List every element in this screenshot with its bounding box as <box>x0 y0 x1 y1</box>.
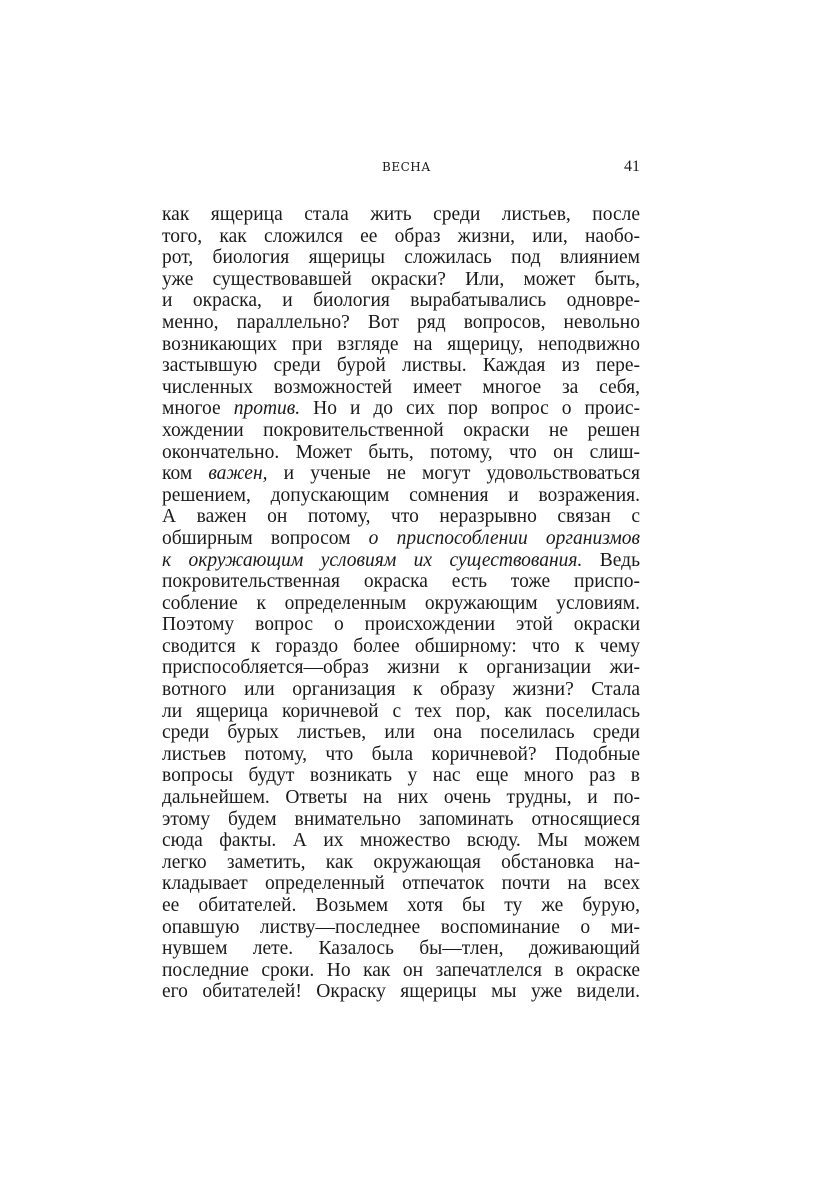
text-line <box>162 528 640 550</box>
text-line: окончательно. Может быть, потому, что он слиш- <box>162 441 640 463</box>
text-fragment: многое <box>162 398 234 420</box>
text-line <box>162 463 640 485</box>
text-fragment: обширным вопросом <box>162 527 369 549</box>
text-line: последние сроки. Но как он запечатлелся в окраске <box>162 959 640 981</box>
page-number: 41 <box>624 158 640 175</box>
text-line: покровительственная окраска есть тоже приспо- <box>162 571 640 593</box>
text-line: А важен он потому, что неразрывно связан с <box>162 506 640 528</box>
text-line: менно, параллельно? Вот ряд вопросов, невольно <box>162 311 640 333</box>
text-line: среди бурых листьев, или она поселилась среди <box>162 722 640 744</box>
text-line: и окраска, и биология вырабатывались одновре- <box>162 290 640 312</box>
text-line: его обитателей! Окраску ящерицы мы уже видели. <box>162 981 640 1003</box>
text-line: возникающих при взгляде на ящерицу, неподвижно <box>162 333 640 355</box>
text-line: легко заметить, как окружающая обстановка на- <box>162 851 640 873</box>
text-line: кладывает определенный отпечаток почти на всех <box>162 873 640 895</box>
text-line: вопросы будут возникать у нас еще много раз в <box>162 765 640 787</box>
emphasis-text: важен, <box>208 463 268 485</box>
text-line: хождении покровительственной окраски не решен <box>162 419 640 441</box>
text-line: листьев потому, что была коричневой? Подобные <box>162 743 640 765</box>
text-line: как ящерица стала жить среди листьев, после <box>162 204 640 225</box>
section-title: ВЕСНА <box>382 160 431 174</box>
text-line: опавшую листву—последнее воспоминание о ми- <box>162 916 640 938</box>
text-line: рот, биология ящерицы сложилась под влиянием <box>162 247 640 269</box>
text-line: этому будем внимательно запоминать относящиеся <box>162 808 640 830</box>
text-line: приспособляется—образ жизни к организации жи- <box>162 657 640 679</box>
text-line: численных возможностей имеет многое за себя, <box>162 376 640 398</box>
text-line <box>162 398 640 420</box>
emphasis-text: о приспособлении организмов <box>368 527 640 549</box>
text-line <box>162 550 640 572</box>
text-line: нувшем лете. Казалось бы—тлен, доживающий <box>162 938 640 960</box>
emphasis-text: против. <box>233 398 301 420</box>
text-fragment: Но и до сих пор вопрос о проис- <box>300 398 640 420</box>
text-line: решением, допускающим сомнения и возражения. <box>162 484 640 506</box>
text-fragment: и ученые не могут удовольствоваться <box>267 463 640 485</box>
text-line: Поэтому вопрос о происхождении этой окраски <box>162 614 640 636</box>
text-line: вотного или организация к образу жизни? Стала <box>162 679 640 701</box>
text-line: собление к определенным окружающим условиям. <box>162 592 640 614</box>
text-line: сводится к гораздо более обширному: что к чему <box>162 635 640 657</box>
text-line: сюда факты. А их множество всюду. Мы можем <box>162 830 640 852</box>
text-line: уже существовавшей окраски? Или, может быть, <box>162 268 640 290</box>
text-line: ли ящерица коричневой с тех пор, как поселилась <box>162 700 640 722</box>
emphasis-text: к окружающим условиям их существования. <box>162 549 583 571</box>
running-head <box>160 158 640 178</box>
text-fragment: ком <box>162 463 209 485</box>
text-line: того, как сложился ее образ жизни, или, наобо- <box>162 225 640 247</box>
text-line: застывшую среди бурой листвы. Каждая из пере- <box>162 355 640 377</box>
text-line: ее обитателей. Возьмем хотя бы ту же бурую, <box>162 895 640 916</box>
body-text <box>162 204 640 1003</box>
text-fragment: Ведь <box>582 549 640 571</box>
text-line: дальнейшем. Ответы на них очень трудны, и по- <box>162 787 640 809</box>
